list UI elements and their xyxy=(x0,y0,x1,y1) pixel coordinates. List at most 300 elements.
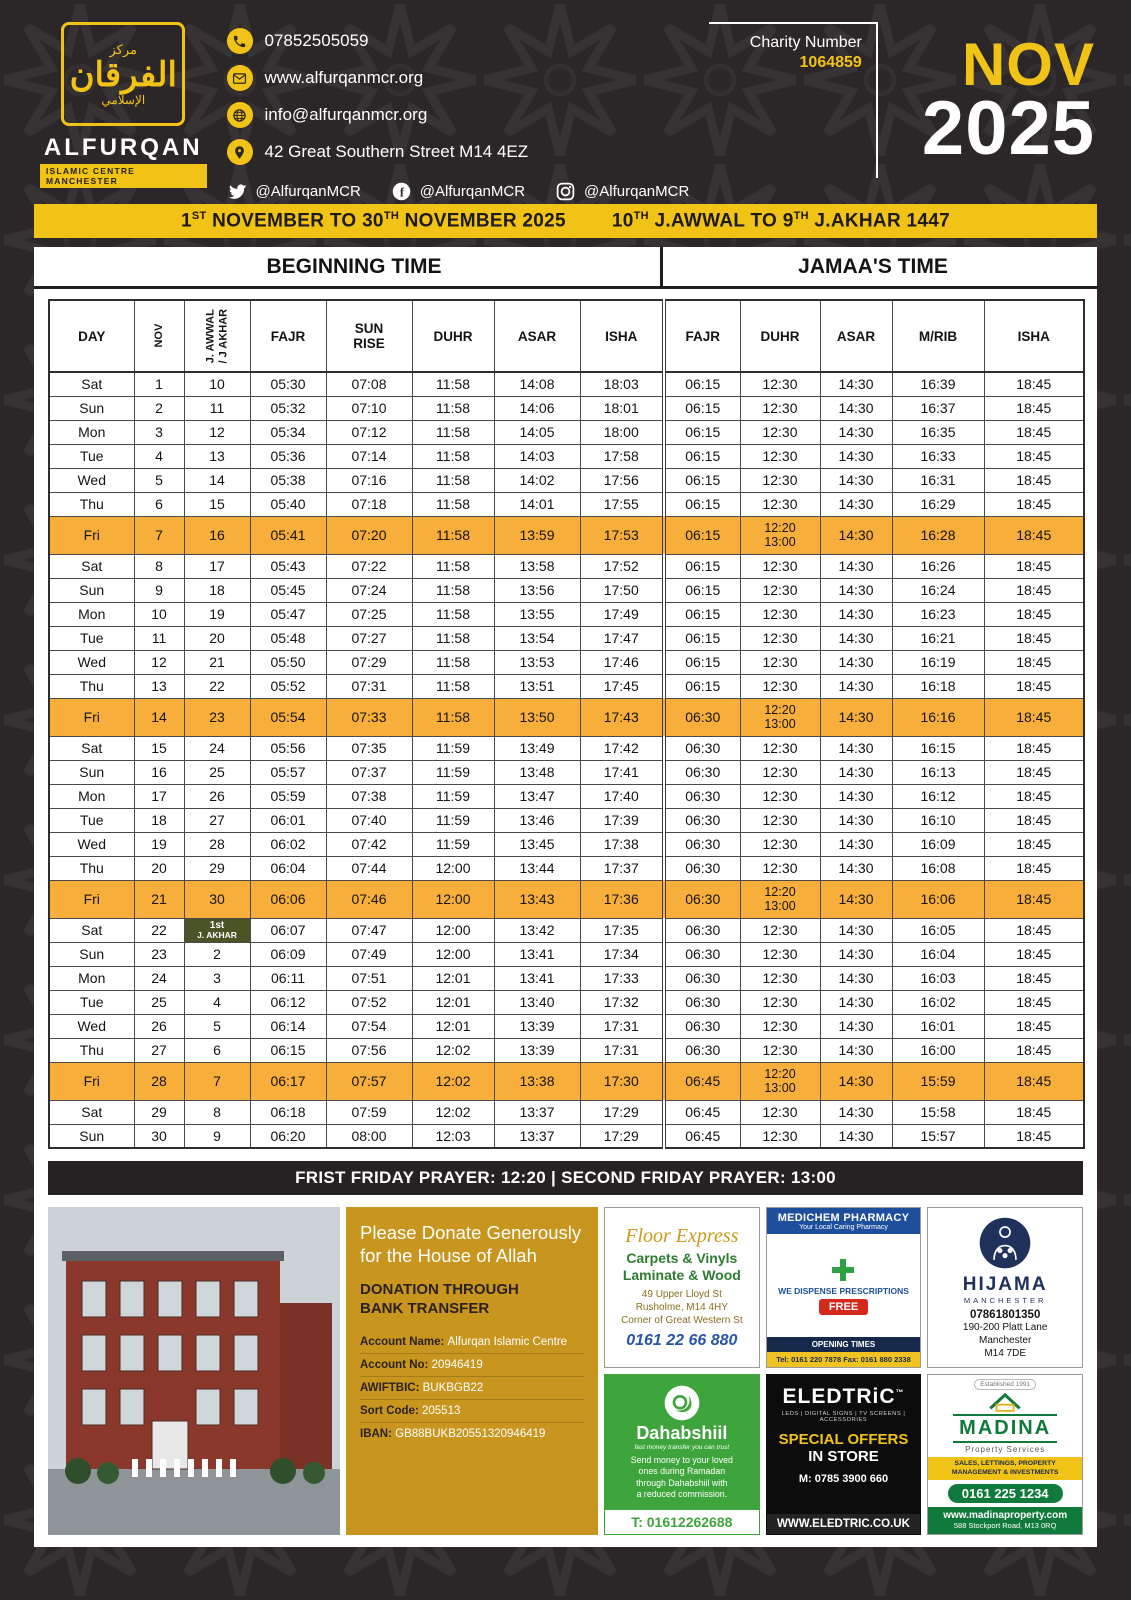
table-row xyxy=(49,808,1084,832)
cell-nov: 19 xyxy=(134,832,184,856)
street-address: 42 Great Southern Street M14 4EZ xyxy=(264,142,529,161)
cell-asar: 13:43 xyxy=(494,880,580,918)
cell-day: Wed xyxy=(49,832,134,856)
cell-jamaa-asar: 14:30 xyxy=(820,444,892,468)
table-row xyxy=(49,602,1084,626)
col-header-isha: ISHA xyxy=(580,300,664,372)
dahabshiil-phone: T: 01612262688 xyxy=(605,1510,759,1534)
cell-sunrise: 07:40 xyxy=(326,808,412,832)
cell-sunrise: 07:44 xyxy=(326,856,412,880)
cell-asar: 13:45 xyxy=(494,832,580,856)
hijama-logo-icon xyxy=(978,1216,1032,1270)
col-header-maghrib: M/RIB xyxy=(892,300,984,372)
cell-sunrise: 07:22 xyxy=(326,554,412,578)
madina-footer: www.madinaproperty.com 588 Stockport Road, M13 0RQ xyxy=(928,1507,1082,1534)
cell-isha: 17:31 xyxy=(580,1038,664,1062)
cell-nov: 16 xyxy=(134,760,184,784)
cell-jamaa-isha: 18:45 xyxy=(984,966,1084,990)
cell-isha: 17:35 xyxy=(580,918,664,942)
hijama-phone: 07861801350 xyxy=(969,1308,1041,1321)
banner-left: 1ST NOVEMBER TO 30TH NOVEMBER 2025 xyxy=(180,209,566,232)
cell-maghrib: 16:01 xyxy=(892,1014,984,1038)
cell-jamaa-fajr: 06:30 xyxy=(664,760,740,784)
cell-jamaa-isha: 18:45 xyxy=(984,808,1084,832)
cell-fajr: 06:01 xyxy=(250,808,326,832)
ad-floor-express: Floor Express Carpets & Vinyls Laminate & Wood 49 Upper Lloyd St Rusholme, M14 4HY Corner of Great Western St 0161 22 66 880 xyxy=(604,1207,760,1368)
cell-hijri: 17 xyxy=(184,554,250,578)
cell-nov: 24 xyxy=(134,966,184,990)
social-instagram xyxy=(555,181,689,202)
cell-nov: 3 xyxy=(134,420,184,444)
cell-day: Sun xyxy=(49,942,134,966)
cell-isha: 17:46 xyxy=(580,650,664,674)
cell-hijri: 19 xyxy=(184,602,250,626)
social-facebook xyxy=(391,181,525,202)
cell-jamaa-asar: 14:30 xyxy=(820,698,892,736)
cell-nov: 28 xyxy=(134,1062,184,1100)
cell-jamaa-duhr: 12:30 xyxy=(740,918,820,942)
twitter-handle: @AlfurqanMCR xyxy=(255,183,361,200)
cell-asar: 14:01 xyxy=(494,492,580,516)
phone-icon xyxy=(227,28,253,54)
cell-hijri: 12 xyxy=(184,420,250,444)
cell-nov: 9 xyxy=(134,578,184,602)
cell-sunrise: 07:59 xyxy=(326,1100,412,1124)
cell-duhr: 12:00 xyxy=(412,918,494,942)
col-header-jamaa-isha: ISHA xyxy=(984,300,1084,372)
medichem-opening-times: OPENING TIMES xyxy=(767,1337,921,1352)
cell-jamaa-duhr: 12:30 xyxy=(740,420,820,444)
table-row xyxy=(49,396,1084,420)
cell-day: Sun xyxy=(49,396,134,420)
cell-nov: 23 xyxy=(134,942,184,966)
cell-fajr: 05:50 xyxy=(250,650,326,674)
cell-sunrise: 07:38 xyxy=(326,784,412,808)
timetable-card xyxy=(34,247,1097,1547)
cell-duhr: 12:01 xyxy=(412,990,494,1014)
cell-day: Tue xyxy=(49,990,134,1014)
table-row xyxy=(49,1038,1084,1062)
friday-prayer-note: FRIST FRIDAY PRAYER: 12:20 | SECOND FRIDAY PRAYER: 13:00 xyxy=(48,1161,1083,1195)
hijama-name: HIJAMA xyxy=(962,1273,1048,1295)
cell-jamaa-asar: 14:30 xyxy=(820,650,892,674)
cell-isha: 17:52 xyxy=(580,554,664,578)
cell-fajr: 05:57 xyxy=(250,760,326,784)
cell-jamaa-fajr: 06:30 xyxy=(664,966,740,990)
cell-jamaa-duhr: 12:30 xyxy=(740,784,820,808)
cell-asar: 14:02 xyxy=(494,468,580,492)
eledtric-subtitle: LEDS | DIGITAL SIGNS | TV SCREENS | ACCESSORIES xyxy=(781,1411,906,1423)
cell-hijri: 10 xyxy=(184,372,250,396)
madina-name: MADINA xyxy=(953,1414,1057,1443)
cell-nov: 12 xyxy=(134,650,184,674)
cell-nov: 26 xyxy=(134,1014,184,1038)
cell-jamaa-asar: 14:30 xyxy=(820,736,892,760)
table-row xyxy=(49,1124,1084,1148)
cell-nov: 15 xyxy=(134,736,184,760)
cell-maghrib: 16:08 xyxy=(892,856,984,880)
col-header-jamaa-asar: ASAR xyxy=(820,300,892,372)
medichem-body: WE DISPENSE PRESCRIPTIONS FREE xyxy=(767,1234,921,1337)
donation-account-name: Account Name: Alfurqan Islamic Centre xyxy=(360,1331,584,1354)
cell-jamaa-duhr: 12:20 13:00 xyxy=(740,1062,820,1100)
mosque-building-image xyxy=(48,1207,340,1535)
cell-jamaa-fajr: 06:15 xyxy=(664,444,740,468)
cell-jamaa-isha: 18:45 xyxy=(984,1038,1084,1062)
cell-jamaa-fajr: 06:30 xyxy=(664,784,740,808)
cell-maghrib: 16:09 xyxy=(892,832,984,856)
beginning-time-header: BEGINNING TIME xyxy=(48,247,663,286)
cell-jamaa-fajr: 06:30 xyxy=(664,832,740,856)
twitter-icon xyxy=(227,181,248,202)
cell-fajr: 06:09 xyxy=(250,942,326,966)
logo-arabic-top: مركز xyxy=(109,41,137,57)
cell-jamaa-asar: 14:30 xyxy=(820,396,892,420)
cell-sunrise: 07:42 xyxy=(326,832,412,856)
cell-jamaa-duhr: 12:30 xyxy=(740,990,820,1014)
cell-hijri: 20 xyxy=(184,626,250,650)
cell-jamaa-isha: 18:45 xyxy=(984,420,1084,444)
cell-nov: 25 xyxy=(134,990,184,1014)
logo-name: ALFURQAN xyxy=(43,134,203,161)
cell-jamaa-fajr: 06:45 xyxy=(664,1124,740,1148)
cell-jamaa-fajr: 06:15 xyxy=(664,492,740,516)
medichem-header: MEDICHEM PHARMACY Your Local Caring Pharmacy xyxy=(767,1208,921,1234)
cell-jamaa-isha: 18:45 xyxy=(984,396,1084,420)
cell-duhr: 12:02 xyxy=(412,1038,494,1062)
madina-services: SALES, LETTINGS, PROPERTY MANAGEMENT & INVESTMENTS xyxy=(928,1457,1082,1480)
cell-jamaa-isha: 18:45 xyxy=(984,880,1084,918)
cell-fajr: 06:17 xyxy=(250,1062,326,1100)
envelope-icon xyxy=(227,65,253,91)
cell-fajr: 06:12 xyxy=(250,990,326,1014)
cell-fajr: 05:48 xyxy=(250,626,326,650)
cell-asar: 13:38 xyxy=(494,1062,580,1100)
cell-jamaa-isha: 18:45 xyxy=(984,698,1084,736)
cell-jamaa-duhr: 12:20 13:00 xyxy=(740,880,820,918)
cell-hijri: 14 xyxy=(184,468,250,492)
facebook-handle: @AlfurqanMCR xyxy=(419,183,526,200)
cell-maghrib: 15:57 xyxy=(892,1124,984,1148)
cell-sunrise: 07:08 xyxy=(326,372,412,396)
contact-email xyxy=(227,102,690,128)
cell-maghrib: 16:19 xyxy=(892,650,984,674)
cell-day: Tue xyxy=(49,626,134,650)
cell-jamaa-duhr: 12:30 xyxy=(740,1100,820,1124)
cell-jamaa-duhr: 12:30 xyxy=(740,1038,820,1062)
cell-jamaa-asar: 14:30 xyxy=(820,1062,892,1100)
cell-asar: 13:44 xyxy=(494,856,580,880)
cell-maghrib: 16:37 xyxy=(892,396,984,420)
timetable-body xyxy=(49,372,1084,1148)
cell-day: Wed xyxy=(49,650,134,674)
cell-jamaa-isha: 18:45 xyxy=(984,760,1084,784)
cell-maghrib: 16:28 xyxy=(892,516,984,554)
cell-maghrib: 16:31 xyxy=(892,468,984,492)
cell-jamaa-isha: 18:45 xyxy=(984,1100,1084,1124)
cell-isha: 17:47 xyxy=(580,626,664,650)
cell-jamaa-fajr: 06:30 xyxy=(664,918,740,942)
cell-hijri: 4 xyxy=(184,990,250,1014)
table-row xyxy=(49,698,1084,736)
logo-arabic-main: الفرقان xyxy=(69,55,177,94)
cell-jamaa-duhr: 12:30 xyxy=(740,554,820,578)
cell-jamaa-asar: 14:30 xyxy=(820,578,892,602)
cell-maghrib: 16:12 xyxy=(892,784,984,808)
cell-maghrib: 16:18 xyxy=(892,674,984,698)
cell-jamaa-asar: 14:30 xyxy=(820,832,892,856)
cell-duhr: 11:59 xyxy=(412,784,494,808)
cell-duhr: 11:58 xyxy=(412,626,494,650)
cell-jamaa-asar: 14:30 xyxy=(820,492,892,516)
cell-isha: 17:49 xyxy=(580,602,664,626)
cell-nov: 17 xyxy=(134,784,184,808)
cell-nov: 8 xyxy=(134,554,184,578)
cell-day: Fri xyxy=(49,1062,134,1100)
cell-isha: 17:56 xyxy=(580,468,664,492)
cell-maghrib: 16:15 xyxy=(892,736,984,760)
cell-hijri: 26 xyxy=(184,784,250,808)
cell-jamaa-duhr: 12:30 xyxy=(740,760,820,784)
table-row xyxy=(49,990,1084,1014)
cell-asar: 13:55 xyxy=(494,602,580,626)
cell-jamaa-isha: 18:45 xyxy=(984,492,1084,516)
location-icon xyxy=(227,139,253,165)
table-row xyxy=(49,760,1084,784)
table-row xyxy=(49,966,1084,990)
cell-jamaa-duhr: 12:30 xyxy=(740,626,820,650)
cell-jamaa-fajr: 06:15 xyxy=(664,578,740,602)
cell-hijri: 9 xyxy=(184,1124,250,1148)
table-row xyxy=(49,578,1084,602)
cell-jamaa-duhr: 12:30 xyxy=(740,396,820,420)
table-row xyxy=(49,918,1084,942)
cell-nov: 13 xyxy=(134,674,184,698)
cell-isha: 17:58 xyxy=(580,444,664,468)
cell-hijri: 18 xyxy=(184,578,250,602)
cell-maghrib: 15:59 xyxy=(892,1062,984,1100)
cell-sunrise: 07:27 xyxy=(326,626,412,650)
cell-isha: 17:55 xyxy=(580,492,664,516)
cell-hijri: 3 xyxy=(184,966,250,990)
cell-jamaa-fajr: 06:30 xyxy=(664,698,740,736)
cell-asar: 13:39 xyxy=(494,1038,580,1062)
cell-sunrise: 07:20 xyxy=(326,516,412,554)
cell-jamaa-fajr: 06:15 xyxy=(664,602,740,626)
cell-duhr: 11:58 xyxy=(412,444,494,468)
cell-duhr: 12:01 xyxy=(412,1014,494,1038)
cell-duhr: 11:58 xyxy=(412,602,494,626)
dahabshiil-logo-icon xyxy=(662,1383,702,1423)
cell-asar: 13:42 xyxy=(494,918,580,942)
bottom-section xyxy=(48,1207,1083,1535)
cell-fajr: 05:52 xyxy=(250,674,326,698)
cell-sunrise: 07:57 xyxy=(326,1062,412,1100)
cell-day: Sat xyxy=(49,918,134,942)
cell-hijri: 15 xyxy=(184,492,250,516)
month-block xyxy=(898,22,1095,204)
col-header-jamaa-fajr: FAJR xyxy=(664,300,740,372)
cell-jamaa-isha: 18:45 xyxy=(984,554,1084,578)
cell-jamaa-duhr: 12:30 xyxy=(740,856,820,880)
ad-medichem-pharmacy xyxy=(766,1207,922,1368)
cell-nov: 4 xyxy=(134,444,184,468)
cell-day: Tue xyxy=(49,808,134,832)
cell-maghrib: 16:04 xyxy=(892,942,984,966)
cell-isha: 17:33 xyxy=(580,966,664,990)
cell-jamaa-asar: 14:30 xyxy=(820,808,892,832)
cell-sunrise: 07:56 xyxy=(326,1038,412,1062)
cell-jamaa-duhr: 12:30 xyxy=(740,444,820,468)
cell-jamaa-asar: 14:30 xyxy=(820,1100,892,1124)
cell-maghrib: 16:03 xyxy=(892,966,984,990)
table-row xyxy=(49,736,1084,760)
cell-fajr: 06:14 xyxy=(250,1014,326,1038)
cell-sunrise: 07:14 xyxy=(326,444,412,468)
madina-established: Established 1991 xyxy=(974,1379,1036,1390)
cell-fajr: 05:56 xyxy=(250,736,326,760)
cell-jamaa-asar: 14:30 xyxy=(820,856,892,880)
cell-sunrise: 07:31 xyxy=(326,674,412,698)
cell-hijri: 5 xyxy=(184,1014,250,1038)
cell-nov: 2 xyxy=(134,396,184,420)
cell-fajr: 05:40 xyxy=(250,492,326,516)
cell-jamaa-duhr: 12:30 xyxy=(740,674,820,698)
cell-hijri: 21 xyxy=(184,650,250,674)
cell-sunrise: 07:49 xyxy=(326,942,412,966)
cell-jamaa-duhr: 12:30 xyxy=(740,832,820,856)
cell-fajr: 05:34 xyxy=(250,420,326,444)
cell-nov: 14 xyxy=(134,698,184,736)
cell-duhr: 11:59 xyxy=(412,832,494,856)
cell-sunrise: 07:10 xyxy=(326,396,412,420)
cell-jamaa-fajr: 06:30 xyxy=(664,880,740,918)
cell-sunrise: 07:24 xyxy=(326,578,412,602)
cell-jamaa-asar: 14:30 xyxy=(820,554,892,578)
jamaa-time-header: JAMAA'S TIME xyxy=(798,254,948,278)
cell-maghrib: 16:06 xyxy=(892,880,984,918)
cell-duhr: 11:58 xyxy=(412,420,494,444)
cell-day: Thu xyxy=(49,856,134,880)
floor-express-phone: 0161 22 66 880 xyxy=(626,1331,738,1349)
cell-isha: 17:29 xyxy=(580,1100,664,1124)
cell-isha: 17:45 xyxy=(580,674,664,698)
cell-jamaa-isha: 18:45 xyxy=(984,1062,1084,1100)
cell-sunrise: 07:18 xyxy=(326,492,412,516)
cell-nov: 27 xyxy=(134,1038,184,1062)
cell-jamaa-duhr: 12:30 xyxy=(740,602,820,626)
cell-sunrise: 07:33 xyxy=(326,698,412,736)
cell-maghrib: 16:10 xyxy=(892,808,984,832)
cell-duhr: 12:00 xyxy=(412,856,494,880)
dahabshiil-body: Send money to your loved ones during Ramadan through Dahabshiil with a reduced commission. xyxy=(630,1455,733,1500)
cell-maghrib: 16:29 xyxy=(892,492,984,516)
cell-isha: 17:34 xyxy=(580,942,664,966)
cell-jamaa-asar: 14:30 xyxy=(820,880,892,918)
cell-nov: 5 xyxy=(134,468,184,492)
cell-jamaa-asar: 14:30 xyxy=(820,990,892,1014)
floor-express-address: 49 Upper Lloyd St Rusholme, M14 4HY Corner of Great Western St xyxy=(621,1288,743,1326)
donation-heading: Please Donate Generously for the House of Allah xyxy=(360,1222,582,1267)
logo-subtitle: ISLAMIC CENTRE MANCHESTER xyxy=(40,164,207,188)
cell-day: Wed xyxy=(49,1014,134,1038)
cell-jamaa-isha: 18:45 xyxy=(984,602,1084,626)
cell-day: Thu xyxy=(49,1038,134,1062)
cell-fajr: 06:02 xyxy=(250,832,326,856)
cell-day: Mon xyxy=(49,602,134,626)
cell-sunrise: 07:54 xyxy=(326,1014,412,1038)
cell-asar: 13:37 xyxy=(494,1124,580,1148)
cell-fajr: 05:59 xyxy=(250,784,326,808)
cell-isha: 17:31 xyxy=(580,1014,664,1038)
cell-jamaa-asar: 14:30 xyxy=(820,602,892,626)
cell-day: Sun xyxy=(49,760,134,784)
cell-asar: 14:06 xyxy=(494,396,580,420)
email-address: info@alfurqanmcr.org xyxy=(264,105,428,124)
cell-nov: 30 xyxy=(134,1124,184,1148)
cell-maghrib: 16:39 xyxy=(892,372,984,396)
table-row xyxy=(49,1014,1084,1038)
cell-jamaa-isha: 18:45 xyxy=(984,942,1084,966)
cell-asar: 13:41 xyxy=(494,942,580,966)
col-header-sunrise: SUN RISE xyxy=(326,300,412,372)
cell-jamaa-isha: 18:45 xyxy=(984,1124,1084,1148)
cell-asar: 14:05 xyxy=(494,420,580,444)
cell-jamaa-duhr: 12:30 xyxy=(740,578,820,602)
cell-asar: 13:39 xyxy=(494,1014,580,1038)
donation-iban: IBAN: GB88BUKB20551320946419 xyxy=(360,1427,546,1440)
cell-duhr: 11:58 xyxy=(412,554,494,578)
cell-asar: 13:49 xyxy=(494,736,580,760)
cell-fajr: 05:45 xyxy=(250,578,326,602)
cell-maghrib: 16:24 xyxy=(892,578,984,602)
table-row xyxy=(49,832,1084,856)
cell-jamaa-fajr: 06:15 xyxy=(664,372,740,396)
cell-asar: 13:50 xyxy=(494,698,580,736)
cell-nov: 1 xyxy=(134,372,184,396)
cell-duhr: 12:03 xyxy=(412,1124,494,1148)
cell-duhr: 11:58 xyxy=(412,516,494,554)
cell-jamaa-asar: 14:30 xyxy=(820,1014,892,1038)
cell-fajr: 05:43 xyxy=(250,554,326,578)
instagram-icon xyxy=(555,181,576,202)
cell-sunrise: 07:12 xyxy=(326,420,412,444)
cell-sunrise: 07:51 xyxy=(326,966,412,990)
cell-isha: 17:41 xyxy=(580,760,664,784)
cell-jamaa-asar: 14:30 xyxy=(820,1038,892,1062)
cell-hijri: 1st J. AKHAR xyxy=(184,918,250,942)
cell-jamaa-fajr: 06:15 xyxy=(664,626,740,650)
cell-nov: 6 xyxy=(134,492,184,516)
cell-jamaa-asar: 14:30 xyxy=(820,918,892,942)
cell-jamaa-fajr: 06:45 xyxy=(664,1062,740,1100)
ads-grid xyxy=(604,1207,1083,1535)
charity-label: Charity Number xyxy=(749,34,862,51)
cell-jamaa-duhr: 12:30 xyxy=(740,942,820,966)
section-header xyxy=(34,247,1097,289)
madina-phone: 0161 225 1234 xyxy=(948,1484,1063,1503)
cell-asar: 14:08 xyxy=(494,372,580,396)
cell-asar: 13:48 xyxy=(494,760,580,784)
cell-jamaa-fajr: 06:45 xyxy=(664,1100,740,1124)
cell-asar: 13:56 xyxy=(494,578,580,602)
cell-jamaa-isha: 18:45 xyxy=(984,444,1084,468)
cell-nov: 18 xyxy=(134,808,184,832)
cell-hijri: 13 xyxy=(184,444,250,468)
cell-asar: 14:03 xyxy=(494,444,580,468)
cell-jamaa-asar: 14:30 xyxy=(820,760,892,784)
cell-nov: 11 xyxy=(134,626,184,650)
